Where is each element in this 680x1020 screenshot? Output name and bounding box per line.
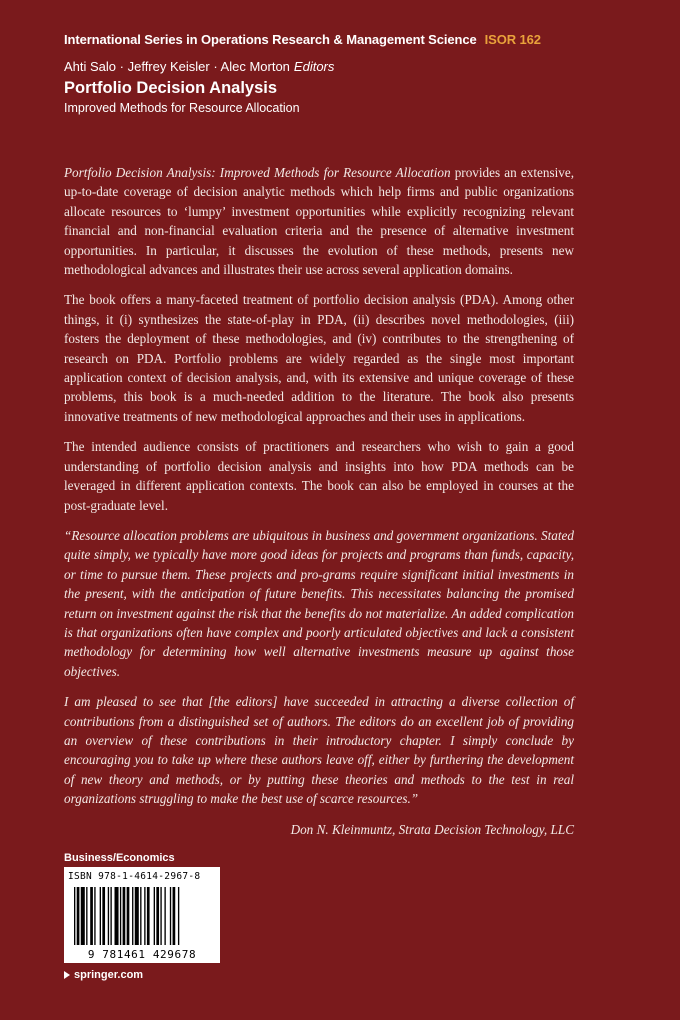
book-subtitle: Improved Methods for Resource Allocation xyxy=(64,101,300,115)
paragraph-1-text: provides an extensive, up-to-date coverage of decision analytic methods which help firms and public organizations allocate resources to ‘lumpy’ investment opportunities while explicitly recognizing relevant financial and non-financial evaluation criteria and the presence of alternative investment opportunities. In particular, it discusses the evolution of these methods, presents new methodological advances and illustrates their use across several application domains. xyxy=(64,165,574,278)
barcode-bars xyxy=(74,887,210,945)
back-cover-footer xyxy=(64,852,220,981)
barcode xyxy=(64,867,220,963)
paragraph-3: The intended audience consists of practitioners and researchers who wish to gain a good understanding of portfolio decision analysis and insights into how PDA methods can be leveraged in different application contexts. The book can also be employed in courses at the post-graduate level. xyxy=(64,439,574,513)
authors-line xyxy=(64,59,664,74)
authors: Ahti Salo · Jeffrey Keisler · Alec Morton xyxy=(64,59,290,74)
isor-number: ISOR 162 xyxy=(484,32,541,47)
quote-paragraph-1: “Resource allocation problems are ubiquitous in business and government organizations. Stated quite simply, we typically have more good ideas for projects and programs than funds, capacity, or time to pursue them. These projects and pro-grams require significant initial investments in the present, with the anticipation of future benefits. This necessitates balancing the promised return on investment against the risk that the benefits do not materialize. An added complication is that organizations often have complex and poorly articulated objectives and lack a consistent methodology for determining how well alternative investments measure up against those objectives. xyxy=(64,527,574,679)
paragraph-1-title: Portfolio Decision Analysis: Improved Methods for Resource Allocation xyxy=(64,165,451,180)
blurb xyxy=(64,163,574,850)
book-title: Portfolio Decision Analysis xyxy=(64,79,278,97)
series-title: International Series in Operations Research & Management Science xyxy=(64,32,477,47)
isbn-text: ISBN 978-1-4614-2967-8 xyxy=(68,871,201,882)
publisher-line xyxy=(64,969,220,981)
category-label: Business/Economics xyxy=(64,852,175,864)
series-line xyxy=(64,32,664,47)
arrow-icon xyxy=(64,971,70,979)
paragraph-2: The book offers a many-faceted treatment of portfolio decision analysis (PDA). Among other things, it (i) synthesizes the state-of-play in PDA, (ii) describes novel methodologies, (iii) fosters the deployment of these methodologies, and (iv) contributes to the strengthening of research on PDA. Portfolio problems are widely regarded as the single most important application context of decision analysis, and, with its extensive and unique coverage of these problems, this book is a much-needed addition to the literature. The book also presents innovative treatments of new methodological approaches and their uses in applications. xyxy=(64,292,574,424)
editors-label: Editors xyxy=(293,59,335,74)
quote-paragraph-2: I am pleased to see that [the editors] have succeeded in attracting a diverse collection of contributions from a distinguished set of authors. The editors do an excellent job of providing an overview of these contributions in their introductory chapter. I simply conclude by encouraging you to take up where these authors leave off, either by furthering the development of new theory and methods, or by putting these theories and methods to the test in real organizations struggling to make the best use of scarce resources.” xyxy=(64,694,574,807)
barcode-number: 9 781461 429678 xyxy=(87,948,197,961)
publisher-url: springer.com xyxy=(74,969,144,981)
cover-header xyxy=(64,32,664,115)
paragraph-1 xyxy=(64,163,574,279)
quote-signature: Don N. Kleinmuntz, Strata Decision Technology, LLC xyxy=(290,821,574,837)
